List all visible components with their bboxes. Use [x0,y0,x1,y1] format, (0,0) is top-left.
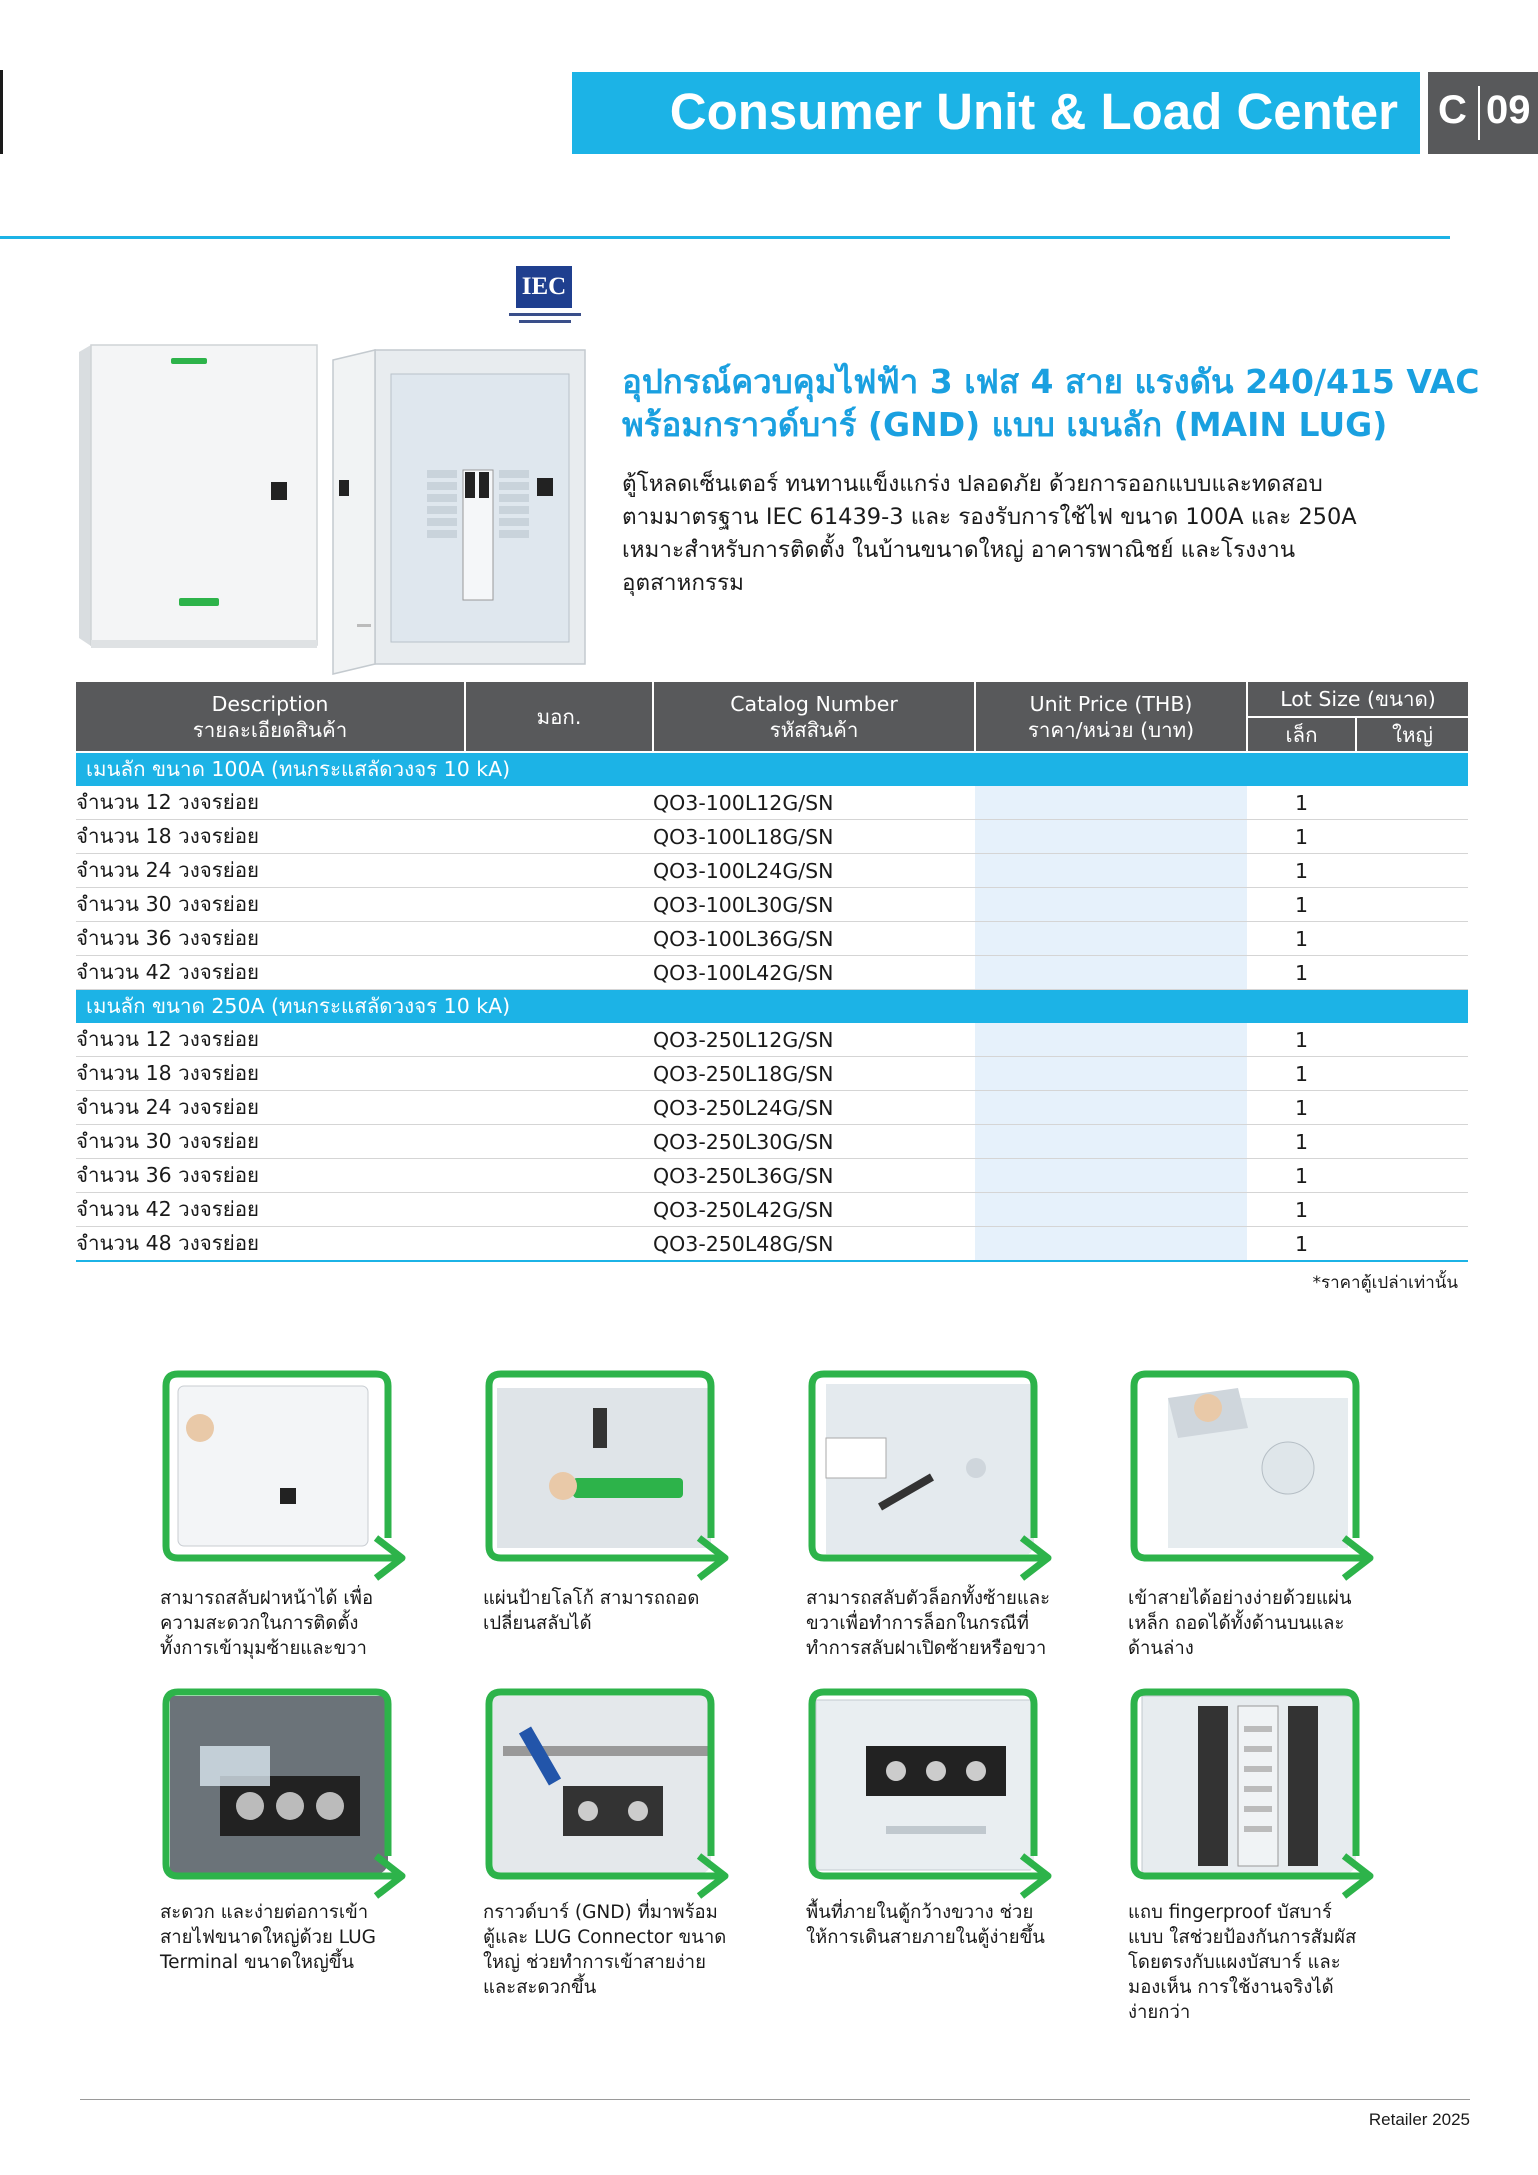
row-lot-small: 1 [1247,1023,1356,1057]
product-heading [622,360,1502,446]
row-price [975,1159,1247,1193]
feature-caption-line: แบบ ใสช่วยป้องกันการสัมผัส [1128,1927,1357,1948]
row-price [975,1193,1247,1227]
row-description: จำนวน 36 วงจรย่อย [76,1159,465,1193]
group-title: เมนลัก ขนาด 250A (ทนกระแสลัดวงจร 10 kA) [76,990,1468,1024]
iec-logo-fineprint [509,313,581,316]
row-description: จำนวน 36 วงจรย่อย [76,922,465,956]
feature-caption-line: ความสะดวกในการติดตั้ง [160,1613,359,1634]
row-lot-large [1356,956,1468,990]
row-price [975,1057,1247,1091]
row-lot-large [1356,1125,1468,1159]
knockout-plate-icon [1128,1368,1388,1588]
header-price [975,682,1247,752]
feature-caption-line: ใหญ่ ช่วยทำการเข้าสายง่าย [483,1952,706,1973]
row-tis [465,786,653,820]
row-price [975,854,1247,888]
header-lot-small: เล็ก [1247,717,1356,752]
product-heading-line: อุปกรณ์ควบคุมไฟฟ้า 3 เฟส 4 สาย แรงดัน 240/415 VAC [622,362,1480,401]
footer-rule [80,2099,1470,2100]
row-price [975,956,1247,990]
row-tis [465,922,653,956]
group-title: เมนลัก ขนาด 100A (ทนกระแสลัดวงจร 10 kA) [76,752,1468,786]
row-lot-small: 1 [1247,820,1356,854]
price-footnote: *ราคาตู้เปล่าเท่านั้น [1312,1273,1458,1293]
row-price [975,820,1247,854]
row-lot-small: 1 [1247,956,1356,990]
feature-caption-line: ขวาเพื่อทำการล็อกในกรณีที่ [806,1613,1029,1634]
row-description: จำนวน 30 วงจรย่อย [76,1125,465,1159]
row-description: จำนวน 42 วงจรย่อย [76,956,465,990]
row-lot-large [1356,854,1468,888]
header-description [76,682,465,752]
spec-table [76,682,1468,1262]
header-catalog-en: Catalog Number [730,691,898,716]
ground-bar-icon [483,1686,743,1906]
product-description-line: ตู้โหลดเซ็นเตอร์ ทนทานแข็งแกร่ง ปลอดภัย ด้วยการออกแบบและทดสอบ [622,471,1323,497]
row-catalog: QO3-250L18G/SN [653,1057,975,1091]
row-catalog: QO3-100L36G/SN [653,922,975,956]
product-description-line: เหมาะสำหรับการติดตั้ง ในบ้านขนาดใหญ่ อาคารพาณิชย์ และโรงงาน [622,537,1296,563]
row-catalog: QO3-250L30G/SN [653,1125,975,1159]
feature-caption-line: ตู้และ LUG Connector ขนาด [483,1927,727,1948]
iec-logo-mark: IEC [516,266,572,308]
row-catalog: QO3-100L24G/SN [653,854,975,888]
feature-caption-line: เหล็ก ถอดได้ทั้งด้านบนและ [1128,1613,1345,1634]
table-row [76,1227,1468,1262]
row-lot-large [1356,820,1468,854]
load-center-product-image [75,330,595,690]
product-heading-line: พร้อมกราวด์บาร์ (GND) แบบ เมนลัก (MAIN LUG) [622,405,1388,444]
row-lot-small: 1 [1247,854,1356,888]
row-tis [465,1091,653,1125]
header-lot-size: Lot Size (ขนาด) [1247,682,1468,717]
iec-logo [505,262,585,332]
table-row [76,854,1468,888]
row-tis [465,888,653,922]
product-description-line: ตามมาตรฐาน IEC 61439-3 และ รองรับการใช้ไฟ ขนาด 100A และ 250A [622,504,1357,530]
header-tis: มอก. [465,682,653,752]
iec-logo-fineprint [519,320,571,323]
header-catalog-th: รหัสสินค้า [769,717,859,742]
row-lot-small: 1 [1247,922,1356,956]
fingerproof-busbar-icon [1128,1686,1388,1906]
table-row [76,922,1468,956]
row-lot-large [1356,1023,1468,1057]
row-tis [465,1057,653,1091]
row-catalog: QO3-250L12G/SN [653,1023,975,1057]
row-lot-small: 1 [1247,888,1356,922]
logo-plate-icon [483,1368,743,1588]
feature-caption-line: สายไฟขนาดใหญ่ด้วย LUG [160,1927,376,1948]
feature-caption-line: ทั้งการเข้ามุมซ้ายและขวา [160,1638,367,1659]
row-lot-small: 1 [1247,1159,1356,1193]
row-lot-small: 1 [1247,1057,1356,1091]
page-title: Consumer Unit & Load Center [669,83,1398,140]
feature-caption [806,1586,1091,1661]
row-catalog: QO3-100L12G/SN [653,786,975,820]
row-lot-small: 1 [1247,786,1356,820]
wiring-space-icon [806,1686,1066,1906]
feature-caption-line: เปลี่ยนสลับได้ [483,1613,592,1634]
table-row [76,1091,1468,1125]
section-separator [1478,86,1480,140]
feature-caption-line: ด้านล่าง [1128,1638,1194,1659]
feature-caption-line: มองเห็น การใช้งานจริงได้ [1128,1977,1334,1998]
header-description-th: รายละเอียดสินค้า [192,717,348,742]
feature-caption-line: สะดวก และง่ายต่อการเข้า [160,1902,369,1923]
feature-caption-line: เข้าสายได้อย่างง่ายด้วยแผ่น [1128,1588,1352,1609]
row-catalog: QO3-100L18G/SN [653,820,975,854]
row-description: จำนวน 12 วงจรย่อย [76,1023,465,1057]
feature-caption [483,1900,768,2000]
section-tab [1428,72,1538,154]
header-rule [0,236,1450,239]
row-lot-large [1356,888,1468,922]
feature-caption-line: Terminal ขนาดใหญ่ขึ้น [160,1952,355,1973]
table-row [76,820,1468,854]
row-lot-small: 1 [1247,1125,1356,1159]
row-description: จำนวน 42 วงจรย่อย [76,1193,465,1227]
feature-caption-line: พื้นที่ภายในตู้กว้างขวาง ช่วย [806,1902,1034,1923]
row-lot-large [1356,1057,1468,1091]
feature-caption [1128,1900,1413,2025]
footer-text: Retailer 2025 [1368,2110,1470,2129]
table-row [76,1023,1468,1057]
row-catalog: QO3-250L48G/SN [653,1227,975,1262]
product-description [622,468,1442,600]
row-tis [465,956,653,990]
row-price [975,1023,1247,1057]
row-tis [465,820,653,854]
row-price [975,888,1247,922]
feature-caption [160,1900,445,1975]
feature-caption-line: ทำการสลับฝาเปิดซ้ายหรือขวา [806,1638,1047,1659]
row-lot-large [1356,1227,1468,1262]
row-description: จำนวน 18 วงจรย่อย [76,1057,465,1091]
feature-caption-line: แผ่นป้ายโลโก้ สามารถถอด [483,1588,700,1609]
table-row [76,786,1468,820]
table-row [76,888,1468,922]
row-lot-large [1356,922,1468,956]
reversible-cover-icon [160,1368,420,1588]
product-description-line: อุตสาหกรรม [622,570,744,596]
feature-caption [483,1586,768,1636]
table-row [76,1159,1468,1193]
table-row [76,956,1468,990]
row-lot-large [1356,1193,1468,1227]
row-tis [465,1159,653,1193]
row-description: จำนวน 48 วงจรย่อย [76,1227,465,1262]
row-catalog: QO3-250L42G/SN [653,1193,975,1227]
section-number: 09 [1486,88,1531,132]
row-catalog: QO3-250L36G/SN [653,1159,975,1193]
feature-caption-line: โดยตรงกับแผงบัสบาร์ และ [1128,1952,1341,1973]
table-row [76,1057,1468,1091]
row-price [975,1125,1247,1159]
row-lot-small: 1 [1247,1227,1356,1262]
feature-caption [806,1900,1091,1950]
row-description: จำนวน 24 วงจรย่อย [76,854,465,888]
row-catalog: QO3-100L30G/SN [653,888,975,922]
header-lot-large: ใหญ่ [1356,717,1468,752]
header-description-en: Description [211,691,329,716]
feature-caption-line: แถบ fingerproof บัสบาร์ [1128,1902,1332,1923]
feature-caption [160,1586,445,1661]
row-tis [465,1193,653,1227]
section-letter: C [1438,88,1467,132]
row-tis [465,1227,653,1262]
row-catalog: QO3-250L24G/SN [653,1091,975,1125]
row-catalog: QO3-100L42G/SN [653,956,975,990]
row-description: จำนวน 24 วงจรย่อย [76,1091,465,1125]
row-lot-small: 1 [1247,1091,1356,1125]
feature-caption [1128,1586,1413,1661]
row-description: จำนวน 30 วงจรย่อย [76,888,465,922]
row-lot-large [1356,786,1468,820]
row-description: จำนวน 12 วงจรย่อย [76,786,465,820]
row-price [975,1227,1247,1262]
row-price [975,786,1247,820]
door-lock-icon [806,1368,1066,1588]
page-edge-mark [0,70,3,154]
feature-caption-line: ง่ายกว่า [1128,2002,1191,2023]
lug-terminal-icon [160,1686,420,1906]
header-bar [572,72,1420,154]
feature-caption-line: กราวด์บาร์ (GND) ที่มาพร้อม [483,1902,718,1923]
row-lot-large [1356,1159,1468,1193]
row-price [975,1091,1247,1125]
row-price [975,922,1247,956]
header-catalog [653,682,975,752]
table-row [76,1125,1468,1159]
table-row [76,1193,1468,1227]
row-description: จำนวน 18 วงจรย่อย [76,820,465,854]
feature-caption-line: สามารถสลับตัวล็อกทั้งซ้ายและ [806,1588,1051,1609]
row-tis [465,1023,653,1057]
row-tis [465,854,653,888]
header-price-en: Unit Price (THB) [1029,691,1193,716]
row-lot-small: 1 [1247,1193,1356,1227]
feature-caption-line: ให้การเดินสายภายในตู้ง่ายขึ้น [806,1927,1045,1948]
header-price-th: ราคา/หน่วย (บาท) [1027,717,1195,742]
feature-caption-line: สามารถสลับฝาหน้าได้ เพื่อ [160,1588,374,1609]
row-tis [465,1125,653,1159]
feature-caption-line: และสะดวกขึ้น [483,1977,597,1998]
row-lot-large [1356,1091,1468,1125]
